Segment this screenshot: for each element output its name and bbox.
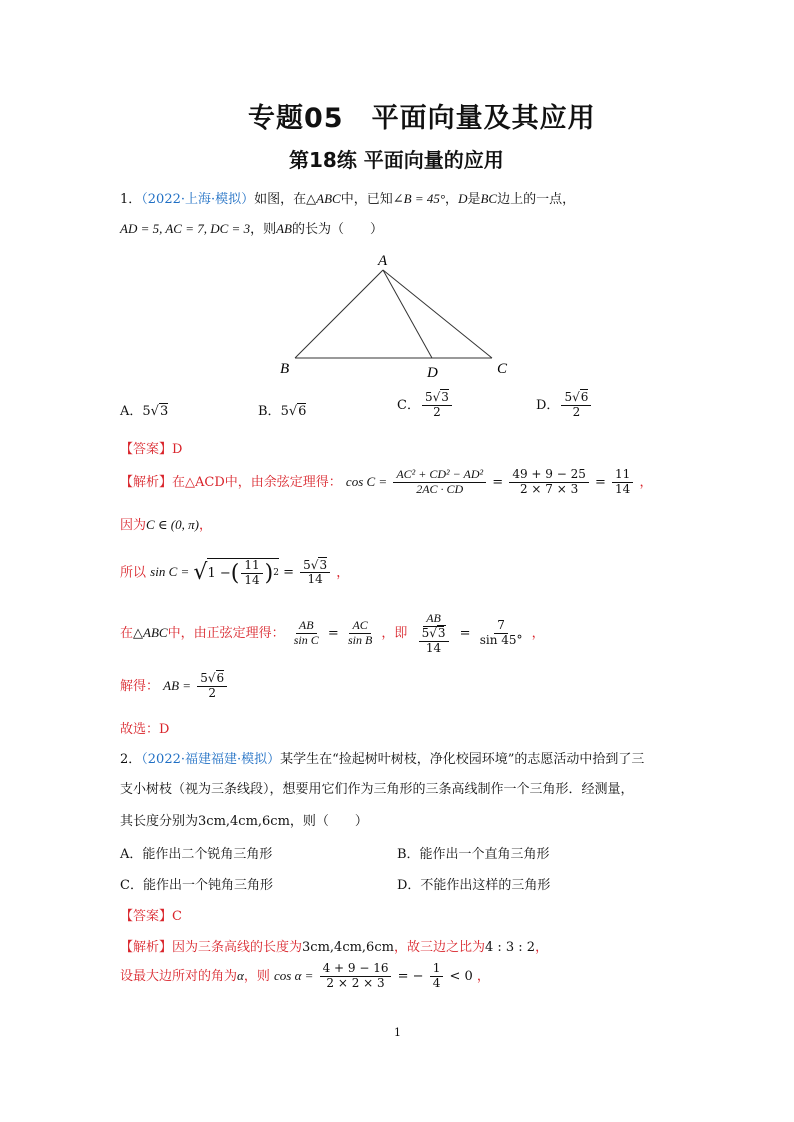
fraction xyxy=(320,962,392,991)
solution-math: cos α = xyxy=(274,967,314,983)
frac-num: 1 xyxy=(430,962,444,977)
frac-num: 49 + 9 − 25 xyxy=(509,468,589,483)
q1-text: ， xyxy=(445,192,459,207)
frac-num: 11 xyxy=(612,468,633,483)
segment-ad xyxy=(383,270,432,358)
vertex-label-a: A xyxy=(378,253,388,269)
q1-option-d xyxy=(536,391,593,420)
frac-den: sin 45° xyxy=(479,633,523,648)
frac-den: 2 × 7 × 3 xyxy=(519,481,579,496)
exponent: 2 xyxy=(273,568,279,579)
option-coef: 5 xyxy=(280,404,289,419)
page-title: 专题05 平面向量及其应用 xyxy=(248,103,596,134)
option-radicand: 3 xyxy=(159,404,169,419)
solution-text: ， xyxy=(535,940,549,955)
q2-solution-line2 xyxy=(120,962,490,991)
q2-text: ，则（ ） xyxy=(289,814,368,829)
solution-math: C ∈ (0, π) xyxy=(146,517,199,532)
frac-den: sin B xyxy=(347,633,373,648)
option-coef: 5 xyxy=(142,404,151,419)
solution-math: α xyxy=(237,967,244,983)
fraction xyxy=(414,612,454,655)
q1-text: ，则 xyxy=(250,222,277,237)
q1-option-a xyxy=(120,400,168,419)
q1-solution-line1 xyxy=(120,468,652,497)
option-label: D． xyxy=(536,397,560,413)
frac-num: 11 xyxy=(241,559,262,574)
q1-text: 边上的一点， xyxy=(497,192,576,207)
analysis-tag: 【解析】 xyxy=(120,474,173,490)
q2-answer xyxy=(120,905,182,924)
fraction xyxy=(241,559,262,588)
vertex-label-b: B xyxy=(280,361,290,377)
solution-text: 解得： xyxy=(120,678,160,694)
frac-coef: 5 xyxy=(424,390,433,404)
fraction xyxy=(612,468,633,497)
q1-text: 中，已知 xyxy=(340,192,393,207)
equals: = xyxy=(492,474,504,490)
q2-stem-line3 xyxy=(120,810,368,829)
equals: = − xyxy=(397,968,424,984)
frac-den: 4 xyxy=(432,975,441,990)
sqrt-icon xyxy=(151,404,159,419)
frac-den: 2 × 2 × 3 xyxy=(326,975,385,990)
option-label: B． xyxy=(258,404,281,419)
fraction xyxy=(291,619,322,648)
equals: = xyxy=(595,474,606,490)
page-subtitle: 第18练 平面向量的应用 xyxy=(289,148,504,172)
answer-value: C xyxy=(172,909,182,924)
solution-text: ， xyxy=(336,565,350,581)
frac-radicand: 3 xyxy=(441,390,449,404)
solution-text: ，则 xyxy=(243,968,270,984)
fraction xyxy=(300,559,330,588)
frac-num: AC xyxy=(349,619,370,634)
frac-den: 14 xyxy=(244,572,260,587)
frac-den: sin C xyxy=(293,633,319,648)
fraction xyxy=(345,619,375,648)
q2-stem-line1 xyxy=(120,748,644,767)
vertex-label-c: C xyxy=(497,361,508,377)
frac-den: 14 xyxy=(307,572,323,587)
frac-den: 14 xyxy=(615,481,631,496)
fraction xyxy=(393,468,486,497)
paren-open: ( xyxy=(230,560,240,586)
fraction xyxy=(422,391,452,420)
frac-den: 2 xyxy=(572,404,581,419)
q1-source: （2022·上海·模拟） xyxy=(141,192,255,207)
solution-text: ， xyxy=(639,474,653,490)
solution-text: 在 xyxy=(120,626,134,642)
frac-radicand: 3 xyxy=(437,625,446,640)
q1-math: △ABC xyxy=(306,191,341,206)
solution-text: 中，由正弦定理得： xyxy=(167,626,285,642)
q1-math: ∠B = 45° xyxy=(392,191,446,206)
option-label: C． xyxy=(397,397,420,413)
frac-num: 4 + 9 − 16 xyxy=(320,962,392,977)
fraction xyxy=(430,962,444,991)
frac-den: 14 xyxy=(425,640,442,655)
option-radicand: 6 xyxy=(298,404,307,419)
vertex-label-d: D xyxy=(427,365,438,380)
equals: = xyxy=(283,565,294,581)
side-ac xyxy=(383,270,492,358)
answer-tag: 【答案】 xyxy=(120,442,173,457)
equals: = xyxy=(459,626,471,642)
solution-text: ， xyxy=(476,968,490,984)
q1-math: D xyxy=(458,191,468,206)
sqrt-icon: √ xyxy=(193,560,208,586)
q2-source: （2022·福建福建·模拟） xyxy=(141,752,281,767)
solution-text: 因为 xyxy=(120,518,147,533)
solution-text: 设最大边所对的角为 xyxy=(120,968,238,984)
q1-stem-line2 xyxy=(120,218,383,237)
radicand xyxy=(207,558,279,588)
solution-text: 因为三条高线的长度为 xyxy=(172,940,303,955)
q2-text: 某学生在“捡起树叶树枝，净化校园环境”的志愿活动中拾到了三 xyxy=(280,752,645,767)
triangle-figure xyxy=(270,250,520,380)
solution-math: 4 : 3 : 2 xyxy=(484,940,536,955)
q1-stem-line1 xyxy=(120,188,575,207)
fraction xyxy=(419,627,449,656)
solution-math: sin C = xyxy=(150,564,190,580)
paren-close: ) xyxy=(264,560,274,586)
analysis-tag: 【解析】 xyxy=(120,940,173,955)
frac-radicand: 6 xyxy=(580,390,589,404)
frac-den: 2 xyxy=(208,685,216,700)
q2-number: 2． xyxy=(120,752,142,767)
fraction xyxy=(477,619,526,648)
frac-den: 2 xyxy=(433,404,441,419)
option-label: A． xyxy=(120,404,143,419)
solution-math: AB = xyxy=(163,677,192,693)
q1-solution-line3 xyxy=(120,558,349,588)
q2-math: 3cm,4cm,6cm xyxy=(198,814,290,829)
frac-coef: 5 xyxy=(421,625,430,640)
frac-den: 2AC · CD xyxy=(416,481,464,496)
q2-option-b: B．能作出一个直角三角形 xyxy=(397,847,550,862)
solution-math: cos C = xyxy=(345,473,388,489)
solution-math: < 0 xyxy=(449,968,473,984)
q1-option-c xyxy=(397,391,454,420)
q2-option-a: A．能作出二个锐角三角形 xyxy=(120,847,273,862)
q1-solution-line2 xyxy=(120,514,212,533)
q1-option-b xyxy=(258,400,306,419)
frac-num: AC² + CD² − AD² xyxy=(393,468,486,483)
frac-coef: 5 xyxy=(200,671,208,685)
solution-text: ，故三边之比为 xyxy=(393,940,485,955)
q2-option-c: C．能作出一个钝角三角形 xyxy=(120,878,273,893)
q2-option-d: D．不能作出这样的三角形 xyxy=(397,878,551,893)
fraction xyxy=(561,391,591,420)
radicand-text: 1 − xyxy=(207,565,231,581)
sqrt-icon xyxy=(208,671,216,685)
q1-number: 1． xyxy=(120,192,142,207)
frac-coef: 5 xyxy=(303,557,311,572)
frac-num: AB xyxy=(423,612,444,627)
q1-text: 的长为（ ） xyxy=(292,222,384,237)
solution-math: 3cm,4cm,6cm xyxy=(302,940,394,955)
q1-math: BC xyxy=(480,191,498,206)
frac-num: 7 xyxy=(494,619,508,634)
q1-solution-line5 xyxy=(120,672,229,701)
frac-num: AB xyxy=(296,619,317,634)
q1-math: AB xyxy=(276,221,292,236)
sqrt-icon xyxy=(289,404,297,419)
frac-radicand: 3 xyxy=(319,557,328,572)
fraction xyxy=(509,468,589,497)
solution-text: 在△ACD中，由余弦定理得： xyxy=(172,474,342,490)
answer-tag: 【答案】 xyxy=(120,909,173,924)
solution-text: 所以 xyxy=(120,565,147,581)
sqrt-icon xyxy=(572,390,580,404)
q1-math: AD = 5, AC = 7, DC = 3 xyxy=(120,221,251,236)
page-number: 1 xyxy=(394,1026,401,1039)
side-ab xyxy=(295,270,383,358)
q1-solution-line6: 故选：D xyxy=(120,722,170,737)
q1-solution-line4 xyxy=(120,612,545,655)
q2-solution-line1 xyxy=(120,936,548,955)
equals: = xyxy=(327,626,339,642)
q1-text: 是 xyxy=(467,192,481,207)
solution-text: ， xyxy=(198,518,212,533)
q2-stem-line2: 支小树枝（视为三条线段），想要用它们作为三角形的三条高线制作一个三角形．经测量， xyxy=(120,782,634,797)
solution-text: ， xyxy=(531,626,545,642)
solution-math: △ABC xyxy=(133,625,168,641)
q1-answer xyxy=(120,438,182,457)
fraction xyxy=(197,672,227,701)
sqrt-icon xyxy=(429,626,437,640)
answer-value: D xyxy=(172,442,183,457)
solution-text: ，即 xyxy=(381,626,408,642)
q2-text: 其长度分别为 xyxy=(120,814,199,829)
frac-coef: 5 xyxy=(564,390,573,404)
frac-radicand: 6 xyxy=(216,671,225,685)
q1-text: 如图，在 xyxy=(254,192,307,207)
